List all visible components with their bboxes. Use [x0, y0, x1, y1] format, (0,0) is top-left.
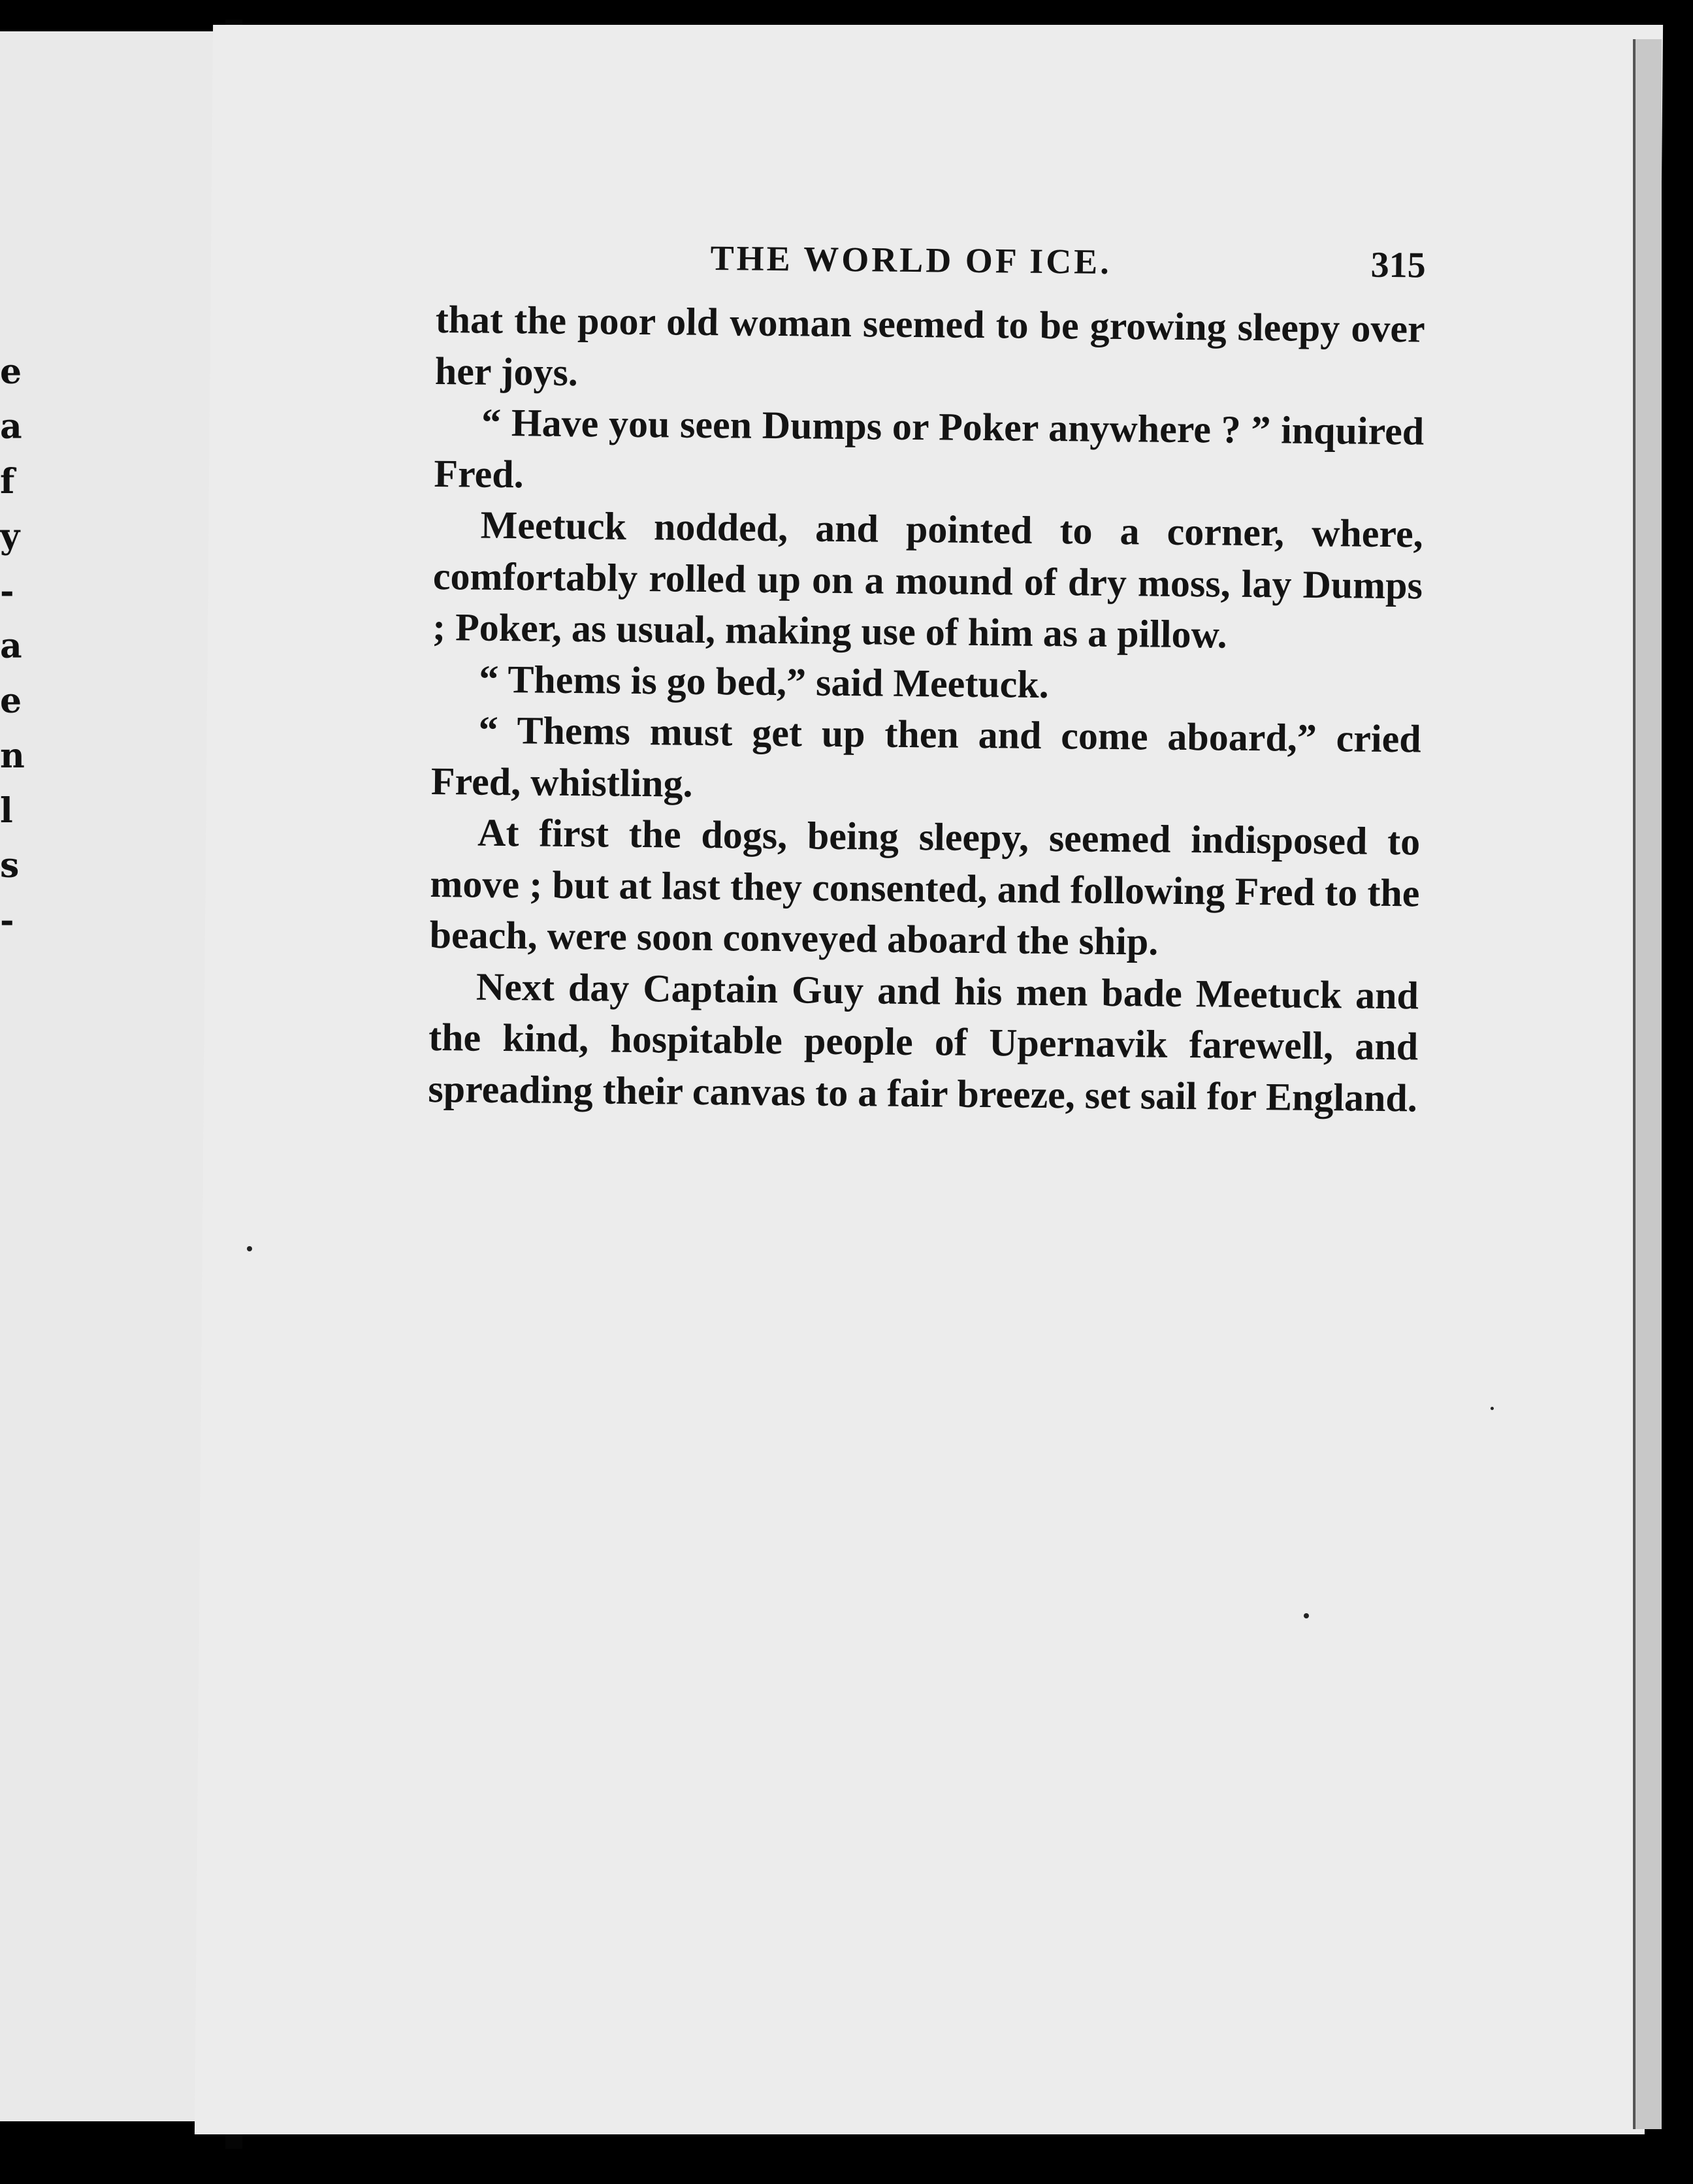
dust-speck [247, 1246, 252, 1251]
paragraph: “ Thems must get up then and come aboard,” cried Fred, whistling. [430, 708, 1421, 805]
paragraph: that the poor old woman seemed to be growing sleepy over her joys. [434, 297, 1426, 394]
facing-letter: f [0, 462, 15, 502]
paragraph: “ Thems is go bed,” said Meetuck. [479, 657, 1050, 706]
paragraph: Meetuck nodded, and pointed to a corner, where, comfortably rolled up on a mound of dry moss, lay Dumps ; Poker, as usual, making use of him as a pillow. [432, 503, 1423, 656]
page-number: 315 [1370, 244, 1426, 286]
dust-speck [1304, 1613, 1309, 1618]
paragraph: “ Have you seen Dumps or Poker anywhere ? ” inquired Fred. [434, 400, 1425, 496]
facing-letter: a [0, 626, 22, 666]
body-text [428, 294, 1425, 1123]
facing-letter: e [0, 681, 22, 721]
facing-letter: y [0, 517, 20, 556]
facing-letter: e [0, 352, 22, 392]
facing-letter: - [0, 901, 14, 940]
paragraph: Next day Captain Guy and his men bade Meetuck and the kind, hospitable people of Upernavik farewell, and spreading their canvas to a fair breeze, set sail for England. [428, 965, 1419, 1119]
running-title: THE WORLD OF ICE. [710, 238, 1112, 281]
facing-letter: - [0, 571, 14, 611]
facing-letter: l [0, 791, 13, 831]
facing-letter: s [0, 846, 20, 886]
dust-speck [1491, 1407, 1494, 1410]
paragraph: At first the dogs, being sleepy, seemed indisposed to move ; but at last they consented, and following Fred to the beach, were soon conveyed aboard the ship. [429, 811, 1421, 963]
facing-letter: a [0, 407, 22, 447]
running-head [436, 235, 1426, 304]
facing-page [0, 31, 225, 2121]
page-content [428, 235, 1426, 1123]
facing-page-text-edge [0, 345, 25, 948]
page-edge [1633, 39, 1662, 2129]
facing-letter: n [0, 736, 25, 776]
